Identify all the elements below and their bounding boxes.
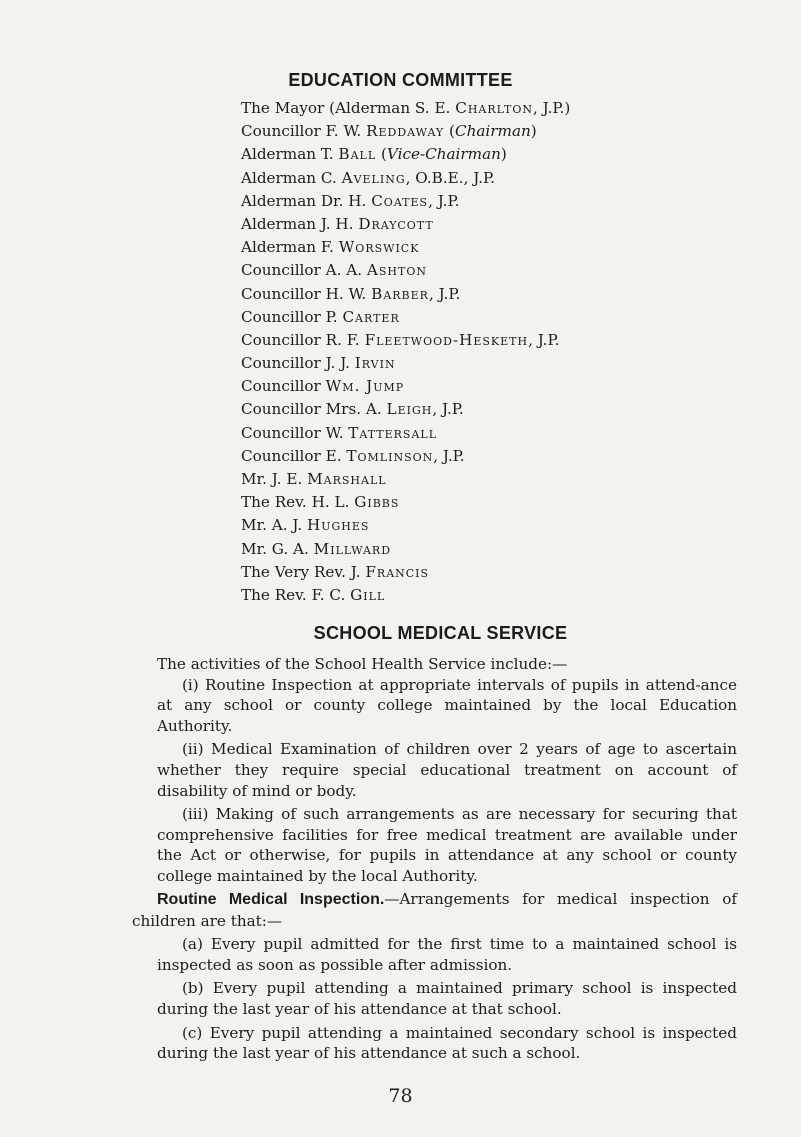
member-title: The Mayor (Alderman S. E. — [241, 99, 451, 117]
member-name: Draycott — [358, 214, 434, 233]
member-title: Councillor W. — [241, 423, 344, 442]
member-suffix: , J.P. — [528, 330, 560, 349]
committee-member — [241, 120, 570, 143]
member-suffix: , J.P. — [433, 446, 465, 465]
member-title: Alderman Dr. H. — [241, 191, 367, 210]
sms-intro: The activities of the School Health Service include:— — [157, 655, 568, 673]
committee-member — [241, 468, 570, 491]
member-name: Irvin — [354, 354, 396, 373]
member-suffix: , J.P. — [432, 400, 464, 419]
member-name: Reddaway — [366, 122, 445, 141]
member-name: Carter — [342, 307, 400, 326]
member-title: Councillor J. J. — [241, 354, 350, 373]
member-name: Worswick — [338, 238, 420, 257]
member-suffix: ( — [376, 145, 387, 164]
school-medical-service-heading: SCHOOL MEDICAL SERVICE — [313, 623, 568, 643]
committee-member — [241, 236, 570, 259]
committee-member — [241, 97, 570, 120]
member-title: Councillor H. W. — [241, 284, 367, 303]
member-suffix-close: ) — [530, 122, 537, 141]
committee-heading: EDUCATION COMMITTEE — [288, 70, 513, 90]
member-name: Millward — [313, 539, 392, 558]
rmi-heading: Routine Medical Inspection. — [157, 891, 385, 908]
member-name: Aveling — [341, 168, 406, 187]
member-name: Marshall — [307, 470, 387, 488]
committee-member — [241, 213, 570, 236]
sms-item: (ii) Medical Examination of children over 2 years of age to ascertain whether they require special educational treatment on account of disability of mind or body. — [157, 740, 737, 800]
member-name: Hughes — [306, 516, 370, 535]
committee-member — [241, 352, 570, 375]
member-name: Tomlinson — [346, 446, 434, 465]
member-suffix-close: ) — [500, 145, 507, 164]
committee-member — [241, 584, 570, 607]
member-title: Alderman F. — [241, 238, 334, 257]
sms-item: (i) Routine Inspection at appropriate intervals of pupils in attend-ance at any school or county college maintained by the local Education Authority. — [157, 675, 737, 735]
member-name: Coates — [371, 191, 429, 210]
rmi-item: (c) Every pupil attending a maintained secondary school is inspected during the last year of his attendance at such a school. — [157, 1023, 737, 1063]
committee-member — [241, 538, 570, 561]
committee-member — [241, 491, 570, 514]
member-title: Councillor F. W. — [241, 122, 362, 141]
member-title: Alderman C. — [241, 168, 337, 187]
school-medical-service-body — [157, 654, 737, 887]
committee-member-list — [241, 97, 570, 607]
member-name: Charlton — [455, 99, 534, 117]
member-title: Councillor R. F. — [241, 330, 360, 349]
member-suffix: , J.P.) — [533, 99, 571, 117]
member-name: Ball — [338, 145, 377, 164]
member-name: Leigh — [386, 400, 433, 419]
member-role: Vice-Chairman — [386, 145, 501, 164]
committee-member — [241, 329, 570, 352]
committee-member — [241, 190, 570, 213]
rmi-item: (a) Every pupil admitted for the first time to a maintained school is inspected as soon as possible after admission. — [157, 935, 737, 974]
member-title: Alderman T. — [241, 145, 334, 164]
member-title: The Rev. F. C. — [241, 585, 346, 604]
committee-member — [241, 514, 570, 537]
member-name: Barber — [371, 284, 429, 303]
member-title: Councillor P. — [241, 307, 338, 326]
rmi-intro-paragraph — [132, 889, 737, 931]
member-name: Ashton — [366, 261, 427, 280]
committee-member — [241, 167, 570, 190]
member-title: Alderman J. H. — [241, 214, 354, 233]
committee-member — [241, 398, 570, 421]
member-suffix: , O.B.E., J.P. — [405, 168, 495, 187]
rmi-intro: —Arrangements for medical inspection of children are that:— — [132, 890, 737, 930]
rmi-item: (b) Every pupil attending a maintained primary school is inspected during the last year of his attendance at that school. — [157, 979, 737, 1018]
member-title: Mr. J. E. — [241, 470, 303, 488]
sms-item: (iii) Making of such arrangements as are necessary for securing that comprehensive facilities for free medical treatment are available under the Act or otherwise, for pupils in attendance at any school or county college maintained by the local Authority. — [157, 805, 737, 885]
member-name: Tattersall — [348, 423, 438, 442]
committee-member — [241, 306, 570, 329]
member-title: Councillor — [241, 377, 321, 396]
member-title: Mr. A. J. — [241, 516, 303, 535]
committee-member — [241, 375, 570, 398]
member-name: Wm. Jump — [325, 377, 405, 396]
page-number: 78 — [388, 1085, 413, 1107]
member-name: Gill — [350, 585, 386, 604]
member-title: Councillor E. — [241, 446, 342, 465]
member-title: The Very Rev. J. — [241, 562, 361, 581]
member-title: Mr. G. A. — [241, 539, 309, 558]
member-role: Chairman — [454, 122, 531, 141]
committee-member — [241, 143, 570, 166]
member-name: Gibbs — [354, 493, 400, 512]
member-name: Francis — [365, 562, 430, 581]
committee-member — [241, 422, 570, 445]
member-title: Councillor A. A. — [241, 261, 363, 280]
committee-member — [241, 445, 570, 468]
member-name: Fleetwood-Hesketh — [364, 330, 529, 349]
member-title: Councillor Mrs. A. — [241, 400, 382, 419]
committee-member — [241, 259, 570, 282]
routine-medical-inspection-body — [132, 889, 737, 1064]
member-title: The Rev. H. L. — [241, 493, 350, 512]
committee-member — [241, 561, 570, 584]
member-suffix: , J.P. — [428, 191, 460, 210]
member-suffix: ( — [444, 122, 455, 141]
committee-member — [241, 283, 570, 306]
member-suffix: , J.P. — [428, 284, 461, 303]
